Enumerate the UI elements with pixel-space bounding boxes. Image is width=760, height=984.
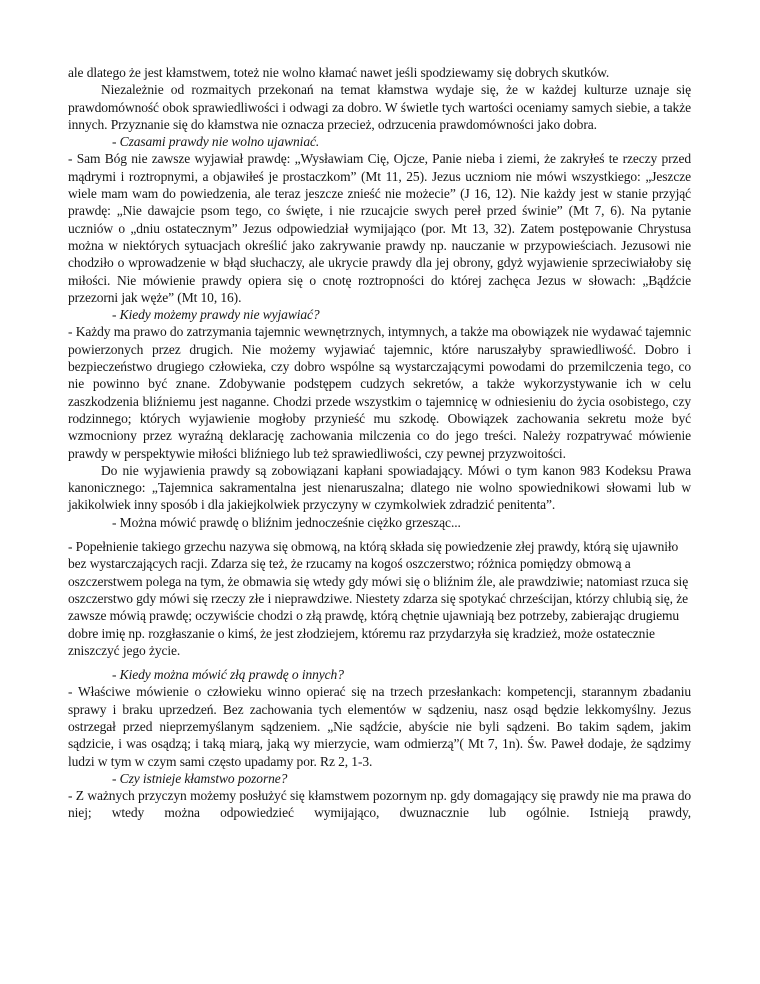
question-heading-klamstwo-pozorne: - Czy istnieje kłamstwo pozorne?: [112, 770, 288, 786]
paragraph-continuation: ale dlatego że jest kłamstwem, toteż nie wolno kłamać nawet jeśli spodziewamy się dobrych skutków.: [68, 65, 610, 80]
document-text-block: [68, 64, 691, 822]
question-heading-kiedy-mozna-mowic-zla-prawde: - Kiedy można mówić złą prawdę o innych?: [112, 667, 344, 683]
question-heading-kiedy-mozemy: - Kiedy możemy prawdy nie wyjawiać?: [112, 307, 320, 323]
question-heading-mozna-mowic-prawde: - Można mówić prawdę o bliźnim jednocześnie ciężko grzesząc...: [112, 514, 461, 530]
paragraph-answer-wlasciwe-mowienie: - Właściwe mówienie o człowieku winno opierać się na trzech przesłankach: kompetencji, starannym zbadaniu sprawy i braku uprzedzeń. Bez zachowania tych elementów w sądzeniu, nasz osąd będzie lekkomyślny. Jezus ostrzegał przed nieprzemyślanym sądzeniem. „Nie sądźcie, abyście nie byli sądzeni. Bo takim sądem, jakim sądzicie, i was osądzą; i taką miarą, jaką wy mierzycie, wam odmierzą”( Mt 7, 1n). Św. Paweł dodaje, że sądzimy ludzi w tym w czym sami często upadamy por. Rz 2, 1-3.: [68, 684, 691, 769]
paragraph-answer-popelnienie-grzechu: - Popełnienie takiego grzechu nazywa się obmową, na którą składa się powiedzenie złej prawdy, którą się ujawniło bez wystarczających racji. Zdarza się też, że rzucamy na kogoś oszczerstwo; różnica pomiędzy obmową a oszczerstwem polega na tym, że obmawia się wtedy gdy mówi się o bliźnim źle, ale prawdziwie; natomiast rzuca się oszczerstwo gdy mówi się rzeczy złe i nieprawdziwe. Niestety zdarza się spotykać chrześcijan, którzy chlubią się, że zawsze mówią prawdę; oczywiście chodzi o złą prawdę, którą chętnie ujawniają bez potrzeby, zabierając drugiemu dobre imię np. rozgłaszanie o kimś, że jest złodziejem, któremu raz przydarzyła się kradzież, może ostatecznie zniszczyć jego życie.: [68, 539, 689, 658]
question-heading-czasami-prawdy: - Czasami prawdy nie wolno ujawniać.: [112, 134, 320, 150]
paragraph-kaplani-spowiadajacy: Do nie wyjawienia prawdy są zobowiązani kapłani spowiadający. Mówi o tym kanon 983 Kodeksu Prawa kanonicznego: „Tajemnica sakramentalna jest nienaruszalna; dlatego nie wolno spowiednikowi słowami lub w jakikolwiek inny sposób i dla jakiejkolwiek przyczyny w czymkolwiek zdradzić penitenta”.: [68, 462, 691, 513]
paragraph-answer-sam-bog: - Sam Bóg nie zawsze wyjawiał prawdę: „Wysławiam Cię, Ojcze, Panie nieba i ziemi, że zakryłeś te rzeczy przed mądrymi i roztropnymi, a objawiłeś je prostaczkom” (Mt 11, 25). Jezus uczniom nie mówi wszystkiego: „Jeszcze wiele mam wam do powiedzenia, ale teraz jeszcze znieść nie możecie” (J 16, 12). Nie każdy jest w stanie przyjąć prawdę: „Nie dawajcie psom tego, co święte, i nie rzucajcie swych pereł przed świnie” (Mt 7, 6). Na pytanie uczniów o „dniu ostatecznym” Jezus odpowiedział wymijająco (por. Mt 13, 32). Zatem postępowanie Chrystusa można w niektórych sytuacjach określić jako zakrywanie prawdy np. nauczanie w przypowieściach. Jezusowi nie chodziło o wprowadzenie w błąd słuchaczy, ale ukrycie prawdy dla jej obrony, gdyż wyjawienie sprzeciwiałoby się miłości. Nie mówienie prawdy opiera się o cnotę roztropności do której zachęca Jezus w słowach: „Bądźcie przezorni jak węże” (Mt 10, 16).: [68, 151, 691, 305]
paragraph-answer-kazdy-ma-prawo: - Każdy ma prawo do zatrzymania tajemnic wewnętrznych, intymnych, a także ma obowiązek nie wydawać tajemnic powierzonych przez drugich. Nie możemy wyjawiać tajemnic, które naruszałyby sprawiedliwość. Dobro i bezpieczeństwo drugiego człowieka, czy dobro wspólne są wystarczającymi powodami do przemilczenia tego, co nie powinno być znane. Zdobywanie podstępem cudzych sekretów, a także wykorzystywanie ich w celu zaszkodzenia bliźniemu jest naganne. Chodzi przede wszystkim o tajemnicę w odniesieniu do życia osobistego, czy rodzinnego; których wyjawienie mogłoby przynieść mu szkodę. Obowiązek zachowania sekretu może być wzmocniony przez wyraźną deklarację zachowania milczenia co do jego treści. Należy rozpatrywać mówienie prawdy w perspektywie miłości bliźniego lub też sprawiedliwości, czy pewnej przyzwoitości.: [68, 324, 691, 461]
paragraph-answer-klamstwo-pozorne: - Z ważnych przyczyn możemy posłużyć się kłamstwem pozornym np. gdy domagający się prawdy nie ma prawa do niej; wtedy można odpowiedzieć wymijająco, dwuznacznie lub ogólnie. Istnieją prawdy,: [68, 788, 691, 821]
paragraph-intro: Niezależnie od rozmaitych przekonań na temat kłamstwa wydaje się, że w każdej kulturze uznaje się prawdomówność obok sprawiedliwości i odwagi za dobro. W świetle tych wartości oceniamy samych siebie, a także innych. Przyznanie się do kłamstwa nie oznacza przecież, odrzucenia prawdomówności jako dobra.: [68, 82, 691, 132]
